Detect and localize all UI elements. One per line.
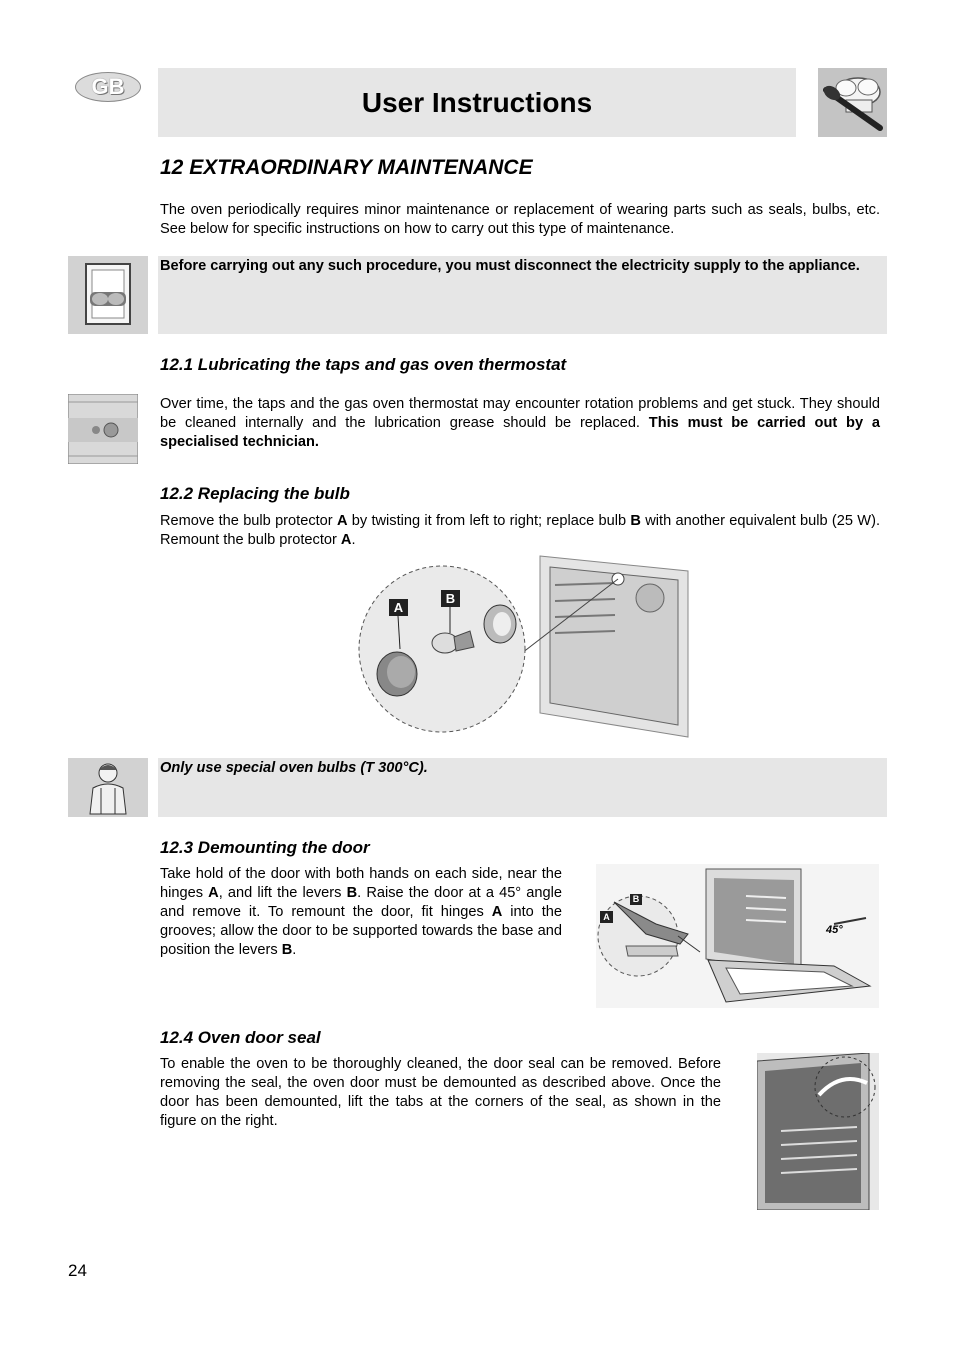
- callout-label-a: A: [393, 600, 404, 615]
- power-socket-icon: [68, 256, 148, 334]
- lubricating-bold-text: This must be carried out by a specialised technician.: [160, 415, 880, 450]
- intro-paragraph: The oven periodically requires minor maintenance or replacement of wearing parts such as seals, bulbs, etc. See below for specific instructions on how to carry out this type of maintenance.: [160, 202, 880, 237]
- door-illustration: [596, 864, 879, 1008]
- bulb-text-2: by twisting it from left to right; replace bulb: [347, 513, 631, 529]
- door-seal-illustration: [757, 1053, 879, 1210]
- bulb-note-box: [158, 758, 887, 817]
- bulb-note-text: Only use special oven bulbs (T 300°C).: [160, 760, 428, 776]
- subsection-heading-lubricating: 12.1 Lubricating the taps and gas oven thermostat: [160, 355, 567, 374]
- page-title: User Instructions: [361, 87, 593, 118]
- door-callout-b: B: [632, 894, 640, 904]
- door-ref-a2: A: [491, 904, 503, 920]
- technician-icon: [68, 758, 148, 817]
- subsection-heading-bulb: 12.2 Replacing the bulb: [160, 484, 350, 503]
- section-heading: 12 EXTRAORDINARY MAINTENANCE: [160, 156, 533, 179]
- bulb-ref-b: B: [630, 513, 641, 529]
- warning-box: [158, 256, 887, 334]
- door-text-1: Take hold of the door with both hands on each side, near the hinges: [160, 866, 562, 901]
- lubricating-text: Over time, the taps and the gas oven thermostat may encounter rotation problems and get stuck. They should be cleaned internally and the lubrication grease should be replaced.: [160, 396, 880, 431]
- bulb-illustration: [350, 553, 690, 739]
- bulb-ref-a: A: [336, 513, 348, 529]
- door-paragraph: [160, 865, 562, 960]
- callout-label-b: B: [445, 591, 456, 606]
- door-text-3: . Raise the door at a 45° angle and remove it. To remount the door, fit hinges: [160, 885, 562, 920]
- bulb-text-1: Remove the bulb protector: [160, 513, 337, 529]
- bulb-paragraph: [160, 512, 880, 550]
- bulb-text-4: .: [351, 532, 356, 548]
- seal-paragraph: To enable the oven to be thoroughly cleaned, the door seal can be removed. Before removing the seal, the oven door must be demounted as described above. Once the door has been demounted, lift the tabs at the corners of the seal, as shown in the figure on the right.: [160, 1056, 721, 1129]
- angle-label: 45°: [826, 924, 843, 936]
- header-bar: [158, 68, 796, 137]
- subsection-heading-seal: 12.4 Oven door seal: [160, 1028, 321, 1047]
- door-text-5: .: [292, 942, 297, 958]
- page-number: 24: [68, 1261, 87, 1280]
- lubricating-paragraph: [160, 395, 880, 452]
- warning-text: Before carrying out any such procedure, you must disconnect the electricity supply to the appliance.: [160, 258, 860, 274]
- door-text-4: into the grooves; allow the door to be supported towards the base and position the levers: [160, 904, 562, 958]
- door-text-2: , and lift the levers: [218, 885, 347, 901]
- bulb-ref-a2: A: [340, 532, 352, 548]
- door-callout-a: A: [603, 912, 610, 922]
- subsection-heading-door: 12.3 Demounting the door: [160, 838, 370, 857]
- chef-hat-spoon-icon: [818, 68, 887, 137]
- language-badge: GB: [75, 72, 141, 102]
- control-knobs-icon: [68, 394, 138, 464]
- door-ref-b: B: [346, 885, 358, 901]
- bulb-text-3: with another equivalent bulb (25 W). Remount the bulb protector: [160, 513, 880, 548]
- door-ref-b2: B: [281, 942, 293, 958]
- door-ref-a: A: [208, 885, 219, 901]
